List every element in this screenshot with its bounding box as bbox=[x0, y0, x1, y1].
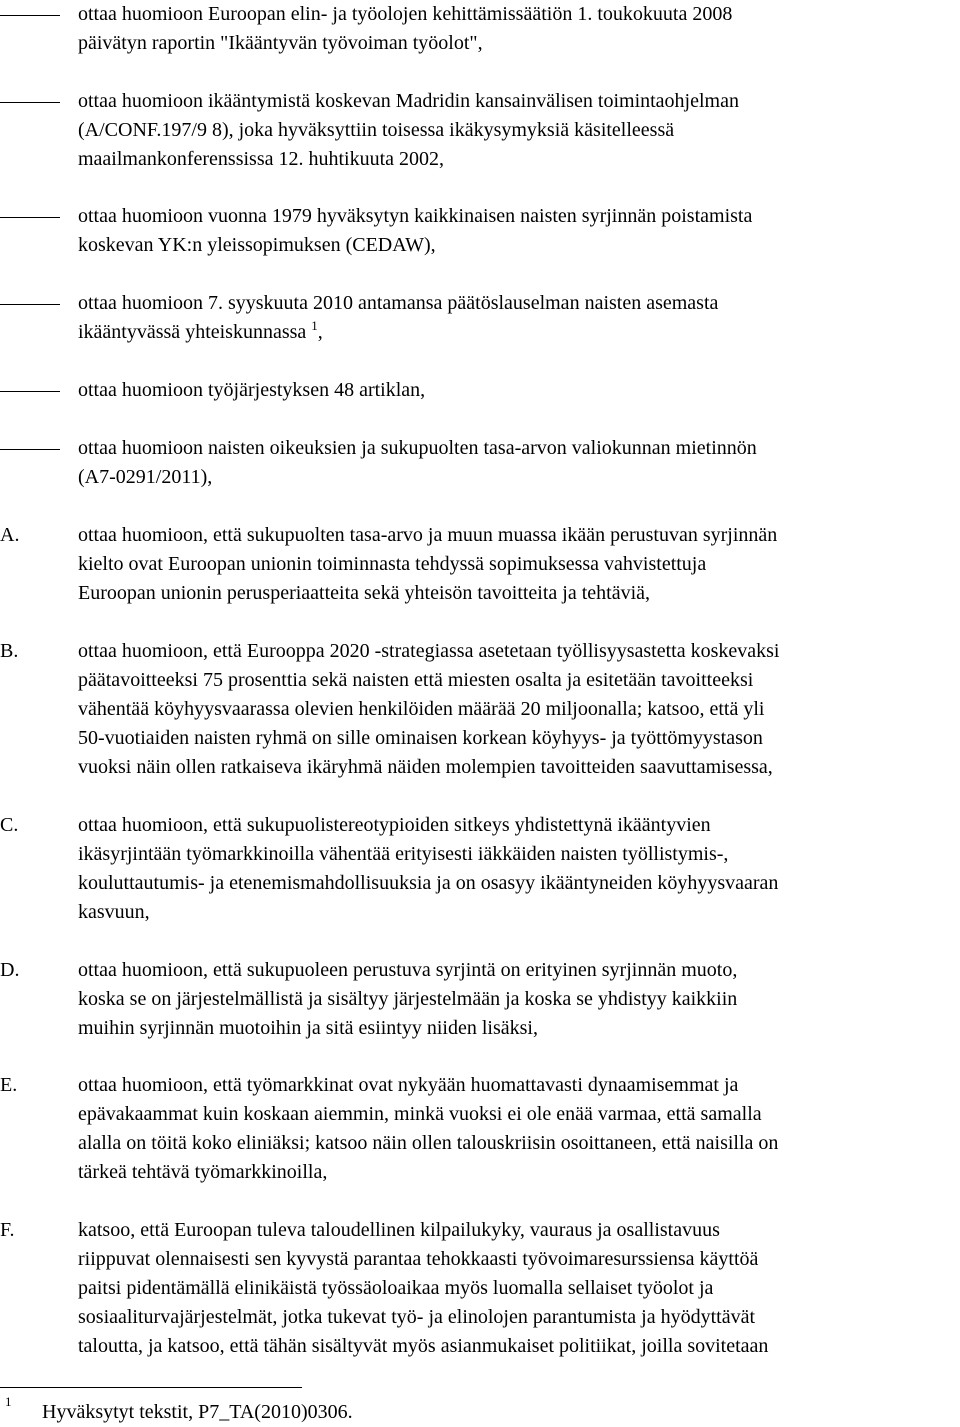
footnote-text: Hyväksytyt tekstit, P7_TA(2010)0306. bbox=[42, 1401, 353, 1423]
item-text bbox=[78, 87, 960, 174]
dash-line bbox=[0, 391, 60, 392]
text-line: ottaa huomioon naisten oikeuksien ja sukupuolten tasa-arvon valiokunnan mietinnön bbox=[78, 437, 757, 459]
text-line: (A/CONF.197/9 8), joka hyväksyttiin toisessa ikäkysymyksiä käsitelleessä bbox=[78, 119, 675, 141]
text-line: muihin syrjinnän muotoihin ja sitä esiintyy niiden lisäksi, bbox=[78, 1017, 538, 1039]
text-segment: ikääntyvässä yhteiskunnassa bbox=[78, 321, 307, 343]
text-line: koska se on järjestelmällistä ja sisältyy järjestelmään ja koska se yhdistyy kaikkiin bbox=[78, 988, 738, 1010]
text-line: ottaa huomioon, että sukupuolten tasa-arvo ja muun muassa ikään perustuvan syrjinnän bbox=[78, 524, 778, 546]
item-text bbox=[78, 637, 960, 782]
dash-line bbox=[0, 102, 60, 103]
text-line: ikäsyrjintään työmarkkinoilla vähentää erityisesti iäkkäiden naisten työllistymis-, bbox=[78, 843, 729, 865]
footnote-separator bbox=[0, 1387, 302, 1388]
item-text bbox=[78, 376, 960, 405]
footnote-reference[interactable]: 1 bbox=[311, 318, 318, 333]
text-line: ottaa huomioon, että työmarkkinat ovat nykyään huomattavasti dynaamisemmat ja bbox=[78, 1074, 739, 1096]
text-line: riippuvat olennaisesti sen kyvystä parantaa tehokkaasti työvoimaresurssiensa käyttöä bbox=[78, 1248, 759, 1270]
text-line: koskevan YK:n yleissopimuksen (CEDAW), bbox=[78, 234, 436, 256]
recital-letter: B. bbox=[0, 640, 19, 662]
text-line: vuoksi näin ollen ratkaiseva ikäryhmä näiden molempien tavoitteiden saavuttamisessa, bbox=[78, 756, 773, 778]
text-line: päätavoitteeksi 75 prosenttia sekä naisten että miesten osalta ja esitetään tavoitteeksi bbox=[78, 669, 754, 691]
text-line: sosiaaliturvajärjestelmät, jotka tukevat työ- ja elinolojen parantumista ja hyödyttävät bbox=[78, 1306, 756, 1328]
item-text bbox=[78, 289, 960, 347]
text-segment: , bbox=[317, 321, 323, 343]
text-line: ottaa huomioon Euroopan elin- ja työolojen kehittämissäätiön 1. toukokuuta 2008 bbox=[78, 3, 733, 25]
text-line: taloutta, ja katsoo, että tähän sisältyvät myös asianmukaiset politiikat, joilla sovitetaan bbox=[78, 1335, 769, 1357]
item-text bbox=[78, 202, 960, 260]
text-line: ottaa huomioon, että Eurooppa 2020 -strategiassa asetetaan työllisyysastetta koskevaksi bbox=[78, 640, 780, 662]
dash-line bbox=[0, 217, 60, 218]
dash-line bbox=[0, 449, 60, 450]
text-line: ottaa huomioon, että sukupuoleen perustuva syrjintä on erityinen syrjinnän muoto, bbox=[78, 959, 738, 981]
text-line: maailmankonferenssissa 12. huhtikuuta 2002, bbox=[78, 148, 445, 170]
text-line: vähentää köyhyysvaarassa olevien henkilöiden määrää 20 miljoonalla; katsoo, että yli bbox=[78, 698, 765, 720]
text-line: Euroopan unionin perusperiaatteita sekä yhteisön tavoitteita ja tehtäviä, bbox=[78, 582, 651, 604]
text-line: tärkeä tehtävä työmarkkinoilla, bbox=[78, 1161, 328, 1183]
text-line: 50-vuotiaiden naisten ryhmä on sille ominaisen korkean köyhyys- ja työttömyystason bbox=[78, 727, 763, 749]
recital-letter: F. bbox=[0, 1219, 15, 1241]
recital-letter: C. bbox=[0, 814, 19, 836]
item-text bbox=[78, 434, 960, 492]
recital-letter: A. bbox=[0, 524, 20, 546]
text-line: (A7-0291/2011), bbox=[78, 466, 213, 488]
recital-letter: D. bbox=[0, 959, 20, 981]
text-line: alalla on töitä koko eliniäksi; katsoo näin ollen talouskriisin osoittaneen, että naisilla on bbox=[78, 1132, 779, 1154]
dash-line bbox=[0, 304, 60, 305]
item-text bbox=[78, 956, 960, 1043]
text-line: kasvuun, bbox=[78, 901, 150, 923]
text-line: paitsi pidentämällä elinikäistä työssäoloaikaa myös luomalla sellaiset työolot ja bbox=[78, 1277, 714, 1299]
item-text bbox=[78, 811, 960, 927]
text-line: ottaa huomioon, että sukupuolistereotypioiden sitkeys yhdistettynä ikääntyvien bbox=[78, 814, 711, 836]
text-line: ottaa huomioon 7. syyskuuta 2010 antamansa päätöslauselman naisten asemasta bbox=[78, 292, 719, 314]
item-text bbox=[78, 521, 960, 608]
text-line bbox=[78, 318, 960, 347]
recital-letter: E. bbox=[0, 1074, 18, 1096]
text-line: päivätyn raportin "Ikääntyvän työvoiman työolot", bbox=[78, 32, 483, 54]
dash-line bbox=[0, 15, 60, 16]
text-line: ottaa huomioon vuonna 1979 hyväksytyn kaikkinaisen naisten syrjinnän poistamista bbox=[78, 205, 753, 227]
item-text bbox=[78, 1071, 960, 1187]
text-line: kouluttautumis- ja etenemismahdollisuuksia ja on osasyy ikääntyneiden köyhyysvaaran bbox=[78, 872, 779, 894]
item-text bbox=[78, 1216, 960, 1361]
item-text bbox=[78, 0, 960, 58]
text-line: ottaa huomioon ikääntymistä koskevan Madridin kansainvälisen toimintaohjelman bbox=[78, 90, 739, 112]
text-line: ottaa huomioon työjärjestyksen 48 artiklan, bbox=[78, 379, 426, 401]
text-line: epävakaammat kuin koskaan aiemmin, minkä vuoksi ei ole enää varmaa, että samalla bbox=[78, 1103, 762, 1125]
footnote-number: 1 bbox=[5, 1394, 12, 1409]
text-line: kielto ovat Euroopan unionin toiminnasta tehdyssä sopimuksessa vahvistettuja bbox=[78, 553, 707, 575]
text-line: katsoo, että Euroopan tuleva taloudellinen kilpailukyky, vauraus ja osallistavuus bbox=[78, 1219, 720, 1241]
